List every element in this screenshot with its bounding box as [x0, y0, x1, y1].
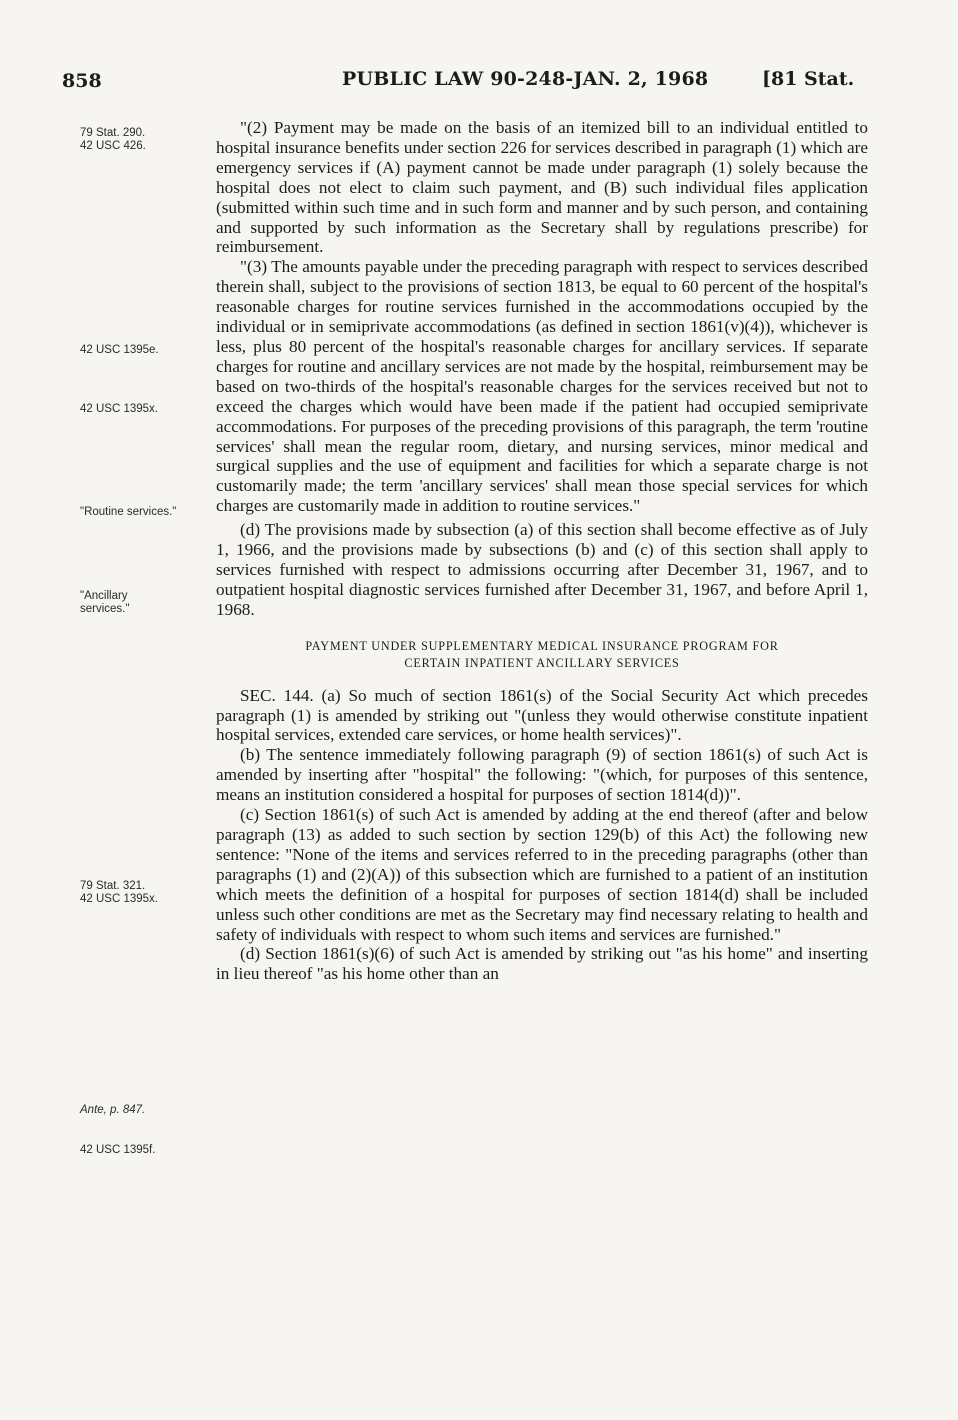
section-heading-line-1: PAYMENT UNDER SUPPLEMENTARY MEDICAL INSURANCE PROGRAM FOR — [305, 638, 779, 653]
margin-note-ante-p-847: Ante, p. 847. — [80, 1104, 146, 1116]
subsection-d: (d) The provisions made by subsection (a) of this section shall become effective as of July 1, 1966, and the provisions made by subsections (b) and (c) of this section shall apply to services furnished with respect to admissions occurring after December 31, 1967, and to outpatient hospital diagnostic services furnished after December 31, 1967, and before April 1, 1968. — [216, 520, 868, 619]
page-number: 858 — [62, 70, 102, 92]
sec-144-c: (c) Section 1861(s) of such Act is amended by adding at the end thereof (after and below paragraph (13) as added to such section by section 129(b) of this Act) the following new sentence: "None of the items and services referred to in the preceding paragraphs (other than paragraphs (1) and (2)(A)) of this subsection which are furnished to a patient of an institution which meets the definition of a hospital for purposes of section 1814(d) shall be included unless such other conditions are met as the Secretary may find necessary relating to health and safety of individuals with respect to whom such items and services are furnished." — [216, 805, 868, 944]
section-heading — [216, 638, 868, 672]
sec-144-a: SEC. 144. (a) So much of section 1861(s) of the Social Security Act which precedes paragraph (1) is amended by striking out "(unless they would otherwise constitute inpatient hospital services, extended care services, or home health services)". — [216, 685, 868, 745]
margin-note-79-stat-290: 79 Stat. 290. — [80, 127, 146, 139]
margin-note-79-stat-321: 79 Stat. 321. — [80, 880, 146, 892]
section-heading-line-2: CERTAIN INPATIENT ANCILLARY SERVICES — [404, 655, 680, 670]
margin-note-42-usc-1395f: 42 USC 1395f. — [80, 1144, 156, 1156]
running-head-statute: [81 Stat. — [762, 68, 855, 90]
margin-note-42-usc-1395e: 42 USC 1395e. — [80, 344, 159, 356]
body-text — [216, 118, 868, 984]
margin-note-42-usc-1395x: 42 USC 1395x. — [80, 403, 158, 415]
margin-note-ancillary-services: "Ancillary services." — [80, 590, 130, 615]
sec-144-b: (b) The sentence immediately following paragraph (9) of section 1861(s) of such Act is amended by inserting after "hospital" the following: "(which, for purposes of this sentence, means an institution considered a hospital for purposes of section 1814(d))". — [216, 745, 868, 805]
margin-note-42-usc-1395x-2: 42 USC 1395x. — [80, 893, 158, 905]
margin-note-routine-services: "Routine services." — [80, 506, 177, 518]
paragraph-3: "(3) The amounts payable under the preceding paragraph with respect to services described therein shall, subject to the provisions of section 1813, be equal to 60 percent of the hospital's reasonable charges for routine services furnished in the accommodations occupied by the individual or in semiprivate accommodations (as defined in section 1861(v)(4)), whichever is less, plus 80 percent of the hospital's reasonable charges for ancillary services. If separate charges for routine and ancillary services are not made by the hospital, reimbursement may be based on two-thirds of the hospital's reasonable charges for the services received but not to exceed the charges which would have been made if the patient had occupied semiprivate accommodations. For purposes of the preceding provisions of this paragraph, the term 'routine services' shall mean the regular room, dietary, and nursing services, minor medical and surgical supplies and the use of equipment and facilities for which a separate charge is not customarily made; the term 'ancillary services' shall mean those special services for which charges are customarily made in addition to routine services." — [216, 257, 868, 516]
margin-note-42-usc-426: 42 USC 426. — [80, 140, 146, 152]
paragraph-2: "(2) Payment may be made on the basis of an itemized bill to an individual entitled to hospital insurance benefits under section 226 for services described in paragraph (1) which are emergency services if (A) payment cannot be made under paragraph (1) solely because the hospital does not elect to claim such payment, and (B) such individual files application (submitted within such time and in such form and manner and by such person, and containing and supported by such information as the Secretary shall by regulations prescribe) for reimbursement. — [216, 118, 868, 257]
running-head-title: PUBLIC LAW 90-248-JAN. 2, 1968 — [342, 68, 709, 90]
sec-144-d: (d) Section 1861(s)(6) of such Act is amended by striking out "as his home" and inserting in lieu thereof "as his home other than an — [216, 944, 868, 984]
